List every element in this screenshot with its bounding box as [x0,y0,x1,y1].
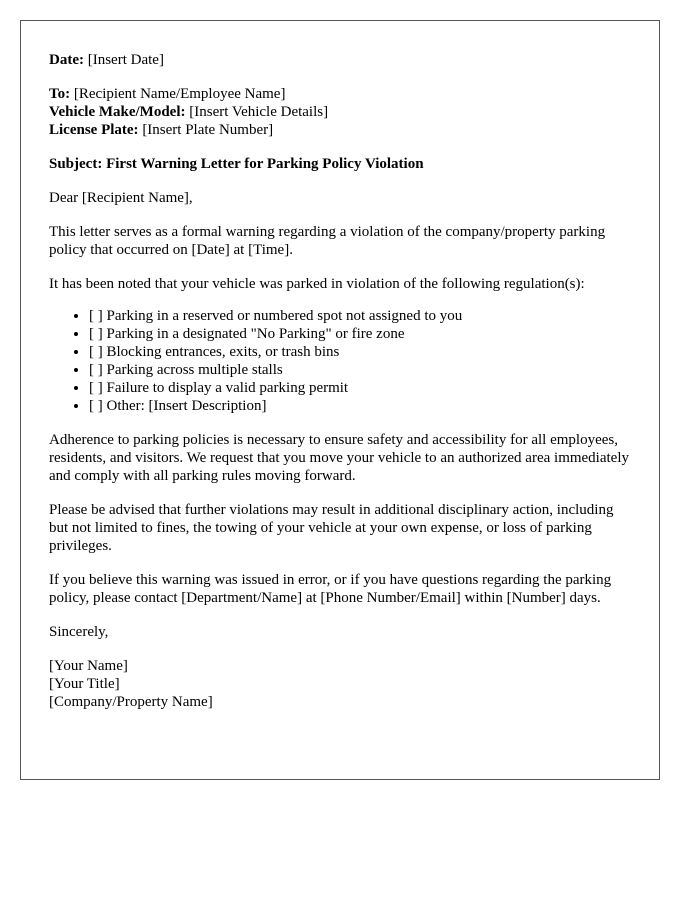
adherence-paragraph: Adherence to parking policies is necessary to ensure safety and accessibility for all employees, residents, and visitors. We request that you move your vehicle to an authorized area immediately and comply with all parking rules moving forward. [49,432,630,484]
subject-line: Subject: First Warning Letter for Parking Policy Violation [49,156,424,172]
vehicle-value: [Insert Vehicle Details] [185,104,329,120]
vehicle-line [49,103,631,121]
violation-item: • [ ] Parking in a designated "No Parking" or fire zone [89,325,631,343]
intro-paragraph: This letter serves as a formal warning regarding a violation of the company/property parking policy that occurred on [Date] at [Time]. [49,224,606,258]
letter-document [20,20,660,780]
signature-company: [Company/Property Name] [49,694,213,710]
violation-item: • [ ] Parking across multiple stalls [89,361,631,379]
violation-intro-paragraph: It has been noted that your vehicle was parked in violation of the following regulation(s): [49,276,585,292]
date-line [49,51,631,69]
violation-item: • [ ] Blocking entrances, exits, or trash bins [89,343,631,361]
advisory-paragraph: Please be advised that further violations may result in additional disciplinary action, including but not limited to fines, the towing of your vehicle at your own expense, or loss of parking privileges. [49,502,614,554]
signature-name: [Your Name] [49,658,128,674]
recipient-block [49,85,631,139]
date-label: Date: [49,52,84,68]
violation-item: • [ ] Other: [Insert Description] [89,397,631,415]
violation-list [49,307,631,415]
date-value: [Insert Date] [83,52,164,68]
violation-item: • [ ] Parking in a reserved or numbered spot not assigned to you [89,307,631,325]
closing: Sincerely, [49,624,109,640]
plate-value: [Insert Plate Number] [138,122,274,138]
to-label: To: [49,86,71,102]
contact-paragraph: If you believe this warning was issued in error, or if you have questions regarding the parking policy, please contact [Department/Name] at [Phone Number/Email] within [Number] days. [49,572,612,606]
vehicle-label: Vehicle Make/Model: [49,104,186,120]
signature-title: [Your Title] [49,676,120,692]
plate-line [49,121,631,139]
to-value: [Recipient Name/Employee Name] [70,86,286,102]
violation-item: • [ ] Failure to display a valid parking permit [89,379,631,397]
plate-label: License Plate: [49,122,139,138]
to-line [49,85,631,103]
salutation: Dear [Recipient Name], [49,190,193,206]
signature-block [49,657,631,711]
